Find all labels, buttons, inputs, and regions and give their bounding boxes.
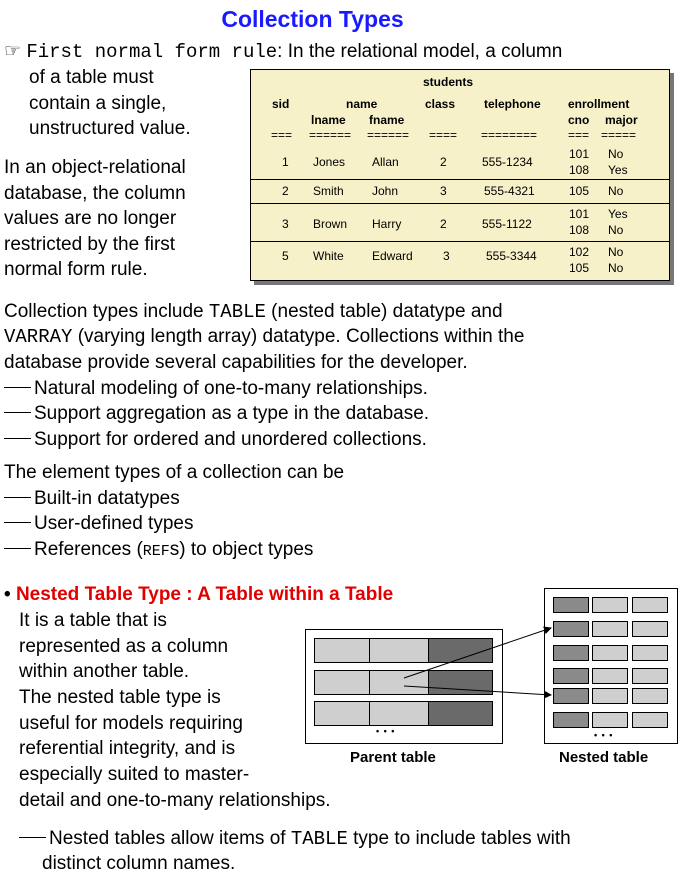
header-class: class	[425, 97, 456, 111]
page-title: Collection Types	[221, 6, 404, 32]
cell-lname: White	[313, 249, 344, 263]
cell-lname: Smith	[313, 184, 344, 198]
cell-lname: Brown	[313, 217, 348, 231]
cell-cno: 105	[569, 184, 590, 198]
cell-cno: 105	[569, 261, 590, 275]
varray-keyword: VARRAY	[4, 326, 73, 348]
header-telephone: telephone	[484, 97, 541, 111]
underline-fname: ======	[367, 128, 410, 142]
cell-cno: 101	[569, 207, 590, 221]
cell-sid: 2	[282, 184, 289, 198]
cell-major: No	[608, 245, 624, 259]
table-keyword: TABLE	[290, 828, 348, 850]
parent-table-label: Parent table	[350, 749, 436, 766]
nested-line: useful for models requiring	[19, 713, 243, 734]
cell-cno: 102	[569, 245, 590, 259]
header-enrollment: enrollment	[568, 97, 630, 111]
underline-major: =====	[601, 128, 637, 142]
first-normal-form-term: First normal form rule	[26, 41, 278, 63]
underline-sid: ===	[271, 128, 293, 142]
para2-line: database, the column	[4, 183, 186, 204]
cell-cno: 108	[569, 163, 590, 177]
para1-line: of a table must	[29, 67, 154, 88]
cell-fname: Allan	[372, 155, 399, 169]
cell-lname: Jones	[313, 155, 346, 169]
cell-cno: 101	[569, 147, 590, 161]
para3-text: Collection types include	[4, 301, 209, 322]
cell-class: 3	[443, 249, 450, 263]
list-item-text: Built-in datatypes	[34, 488, 180, 509]
cell-telephone: 555-4321	[484, 184, 535, 198]
cell-sid: 3	[282, 217, 289, 231]
nested-sub-text: type to include tables with	[347, 828, 571, 849]
list-item-text: Support aggregation as a type in the database.	[34, 403, 430, 424]
ref-keyword: REF	[142, 543, 170, 560]
header-fname: fname	[369, 113, 405, 127]
underline-lname: ======	[309, 128, 352, 142]
list-item-text: Natural modeling of one-to-many relationships.	[34, 378, 428, 399]
nested-line: It is a table that is	[19, 610, 167, 631]
nested-line: referential integrity, and is	[19, 738, 236, 759]
para1-line: unstructured value.	[29, 118, 191, 139]
cell-sid: 5	[282, 249, 289, 263]
underline-cno: ===	[568, 128, 590, 142]
list-item-text: References (	[34, 539, 143, 560]
cell-major: Yes	[608, 163, 628, 177]
nested-line: represented as a column	[19, 636, 229, 657]
para2-line: normal form rule.	[4, 259, 148, 280]
para4-intro: The element types of a collection can be	[4, 462, 345, 483]
nested-heading-text: Nested Table Type : A Table within a Table	[15, 584, 394, 605]
para1-line: contain a single,	[29, 93, 167, 114]
cell-class: 3	[440, 184, 447, 198]
cell-major: No	[608, 147, 624, 161]
nested-line: detail and one-to-many relationships.	[19, 790, 331, 811]
cell-major: No	[608, 223, 624, 237]
cell-class: 2	[440, 155, 447, 169]
table-title: students	[423, 75, 474, 89]
nested-sub-text: Nested tables allow items of	[49, 828, 291, 849]
para3-line: database provide several capabilities for the developer.	[4, 352, 468, 373]
para3-text: (varying length array) datatype. Collections within the	[72, 326, 525, 347]
header-lname: lname	[311, 113, 346, 127]
para2-line: values are no longer	[4, 208, 177, 229]
nested-table-label: Nested table	[559, 749, 649, 766]
cell-fname: John	[372, 184, 399, 198]
ellipsis: • • •	[376, 726, 396, 736]
ellipsis: • • •	[594, 730, 614, 740]
list-item-text: User-defined types	[34, 513, 194, 534]
nested-line: The nested table type is	[19, 687, 221, 708]
cell-fname: Edward	[372, 249, 413, 263]
nested-sub-line: distinct column names.	[42, 853, 236, 874]
para2-line: restricted by the first	[4, 234, 176, 255]
cell-telephone: 555-3344	[486, 249, 537, 263]
header-major: major	[605, 113, 638, 127]
list-item-text: Support for ordered and unordered collections.	[34, 429, 427, 450]
header-cno: cno	[568, 113, 590, 127]
cell-telephone: 555-1234	[482, 155, 533, 169]
arrow-line	[404, 628, 551, 678]
header-sid: sid	[272, 97, 290, 111]
para3-text: (nested table) datatype and	[265, 301, 503, 322]
cell-major: No	[608, 184, 624, 198]
cell-fname: Harry	[372, 217, 402, 231]
bullet-icon: •	[4, 584, 11, 605]
cell-major: Yes	[608, 207, 628, 221]
underline-telephone: ========	[481, 128, 538, 142]
para2-line: In an object-relational	[4, 157, 186, 178]
cell-sid: 1	[282, 155, 289, 169]
nested-line: within another table.	[19, 661, 190, 682]
header-name: name	[346, 97, 378, 111]
underline-class: ====	[429, 128, 458, 142]
cell-major: No	[608, 261, 624, 275]
cell-telephone: 555-1122	[482, 217, 532, 231]
table-keyword: TABLE	[208, 301, 266, 323]
nested-line: especially suited to master-	[19, 764, 250, 785]
arrow-line	[404, 686, 551, 695]
cell-cno: 108	[569, 223, 590, 237]
cell-class: 2	[440, 217, 447, 231]
list-item-text: s) to object types	[169, 539, 314, 560]
pointing-hand-icon: ☞	[4, 41, 22, 62]
first-normal-form-text: : In the relational model, a column	[277, 41, 563, 62]
